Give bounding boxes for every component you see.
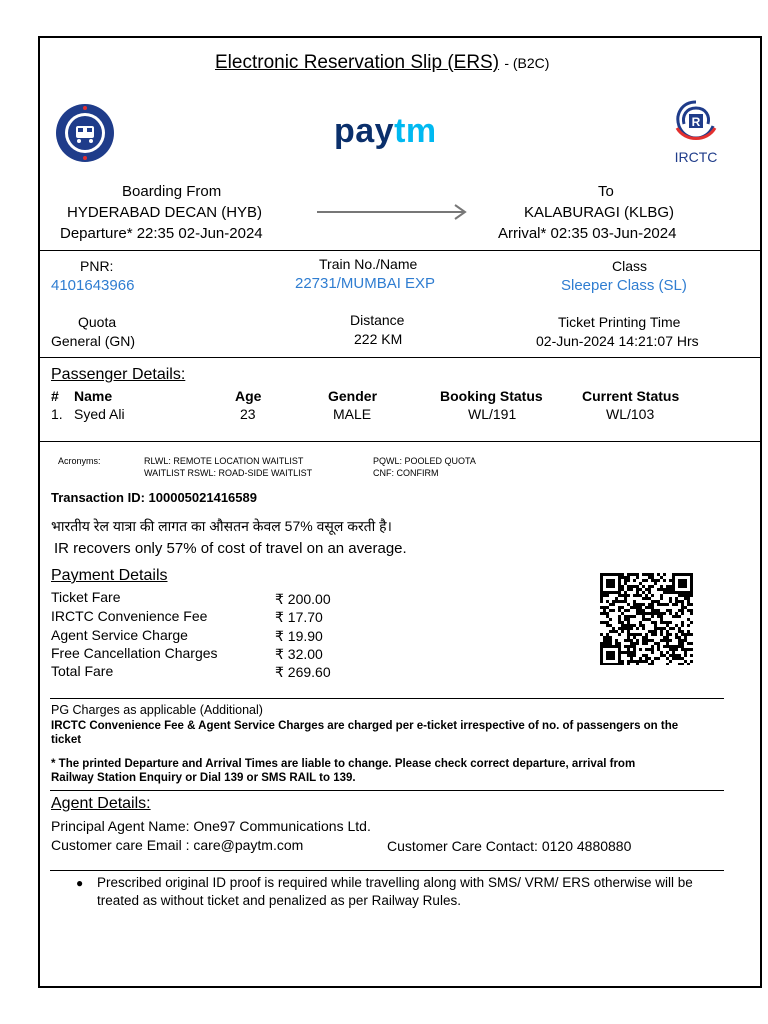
fare-amount: ₹ 200.00 xyxy=(275,591,331,607)
acronym-rswl: WAITLIST RSWL: ROAD-SIDE WAITLIST xyxy=(144,468,313,478)
total-fare-amount: ₹ 269.60 xyxy=(275,664,331,680)
fare-label: IRCTC Convenience Fee xyxy=(51,608,208,624)
irctc-emblem-icon xyxy=(673,98,719,150)
departure-time: Departure* 22:35 02-Jun-2024 xyxy=(60,225,263,242)
fee-note-line2: ticket xyxy=(51,734,82,746)
fee-note-line1: IRCTC Convenience Fee & Agent Service Charges are charged per e-ticket irrespective of no. of passengers on the xyxy=(51,720,679,732)
col-header-current-status: Current Status xyxy=(582,388,680,404)
cost-note-hindi: भारतीय रेल यात्रा की लागत का औसतन केवल 57% वसूल करती है। xyxy=(51,518,392,534)
distance-label: Distance xyxy=(350,312,405,328)
divider xyxy=(50,698,724,699)
divider xyxy=(40,250,760,251)
pnr-value: 4101643966 xyxy=(51,277,135,294)
divider xyxy=(40,441,760,442)
acronyms-label: Acronyms: xyxy=(58,456,101,466)
fare-label: Free Cancellation Charges xyxy=(51,645,218,661)
document-title: Electronic Reservation Slip (ERS) - (B2C) xyxy=(215,52,550,73)
fare-label: Agent Service Charge xyxy=(51,627,188,643)
time-note-line2: Railway Station Enquiry or Dial 139 or SMS RAIL to 139. xyxy=(51,772,356,784)
to-label: To xyxy=(598,183,614,200)
pnr-label: PNR: xyxy=(80,258,114,274)
fare-amount: ₹ 32.00 xyxy=(275,646,323,662)
customer-care-contact: Customer Care Contact: 0120 4880880 xyxy=(387,838,632,854)
to-station: KALABURAGI (KLBG) xyxy=(524,204,675,221)
ticket-frame xyxy=(38,36,762,988)
id-proof-instruction: Prescribed original ID proof is required while travelling along with SMS/ VRM/ ERS otherwise will be treated as without ticket and penalized as per Railway Rules. xyxy=(97,875,693,908)
arrival-time: Arrival* 02:35 03-Jun-2024 xyxy=(498,225,677,242)
passenger-gender: MALE xyxy=(333,406,372,422)
transaction-id: Transaction ID: 100005021416589 xyxy=(51,490,257,505)
passenger-number: 1. xyxy=(51,406,63,422)
class-value: Sleeper Class (SL) xyxy=(561,277,687,294)
class-label: Class xyxy=(612,258,648,274)
train-label: Train No./Name xyxy=(319,256,418,272)
time-note-line1: * The printed Departure and Arrival Times are liable to change. Please check correct departure, arrival from xyxy=(51,758,636,770)
col-header-name: Name xyxy=(74,388,113,404)
divider xyxy=(40,357,760,358)
irctc-logo: R IRCTC xyxy=(666,98,726,165)
fare-amount: ₹ 19.90 xyxy=(275,628,323,644)
svg-text:R: R xyxy=(691,115,701,129)
cost-note-english: IR recovers only 57% of cost of travel on an average. xyxy=(54,540,407,557)
from-station: HYDERABAD DECAN (HYB) xyxy=(67,204,263,221)
distance-value: 222 KM xyxy=(354,331,403,347)
passenger-details-heading: Passenger Details: xyxy=(51,366,186,383)
boarding-from-label: Boarding From xyxy=(122,183,222,200)
passenger-name: Syed Ali xyxy=(74,406,125,422)
agent-details-heading: Agent Details: xyxy=(51,795,151,812)
fare-label: Ticket Fare xyxy=(51,589,121,605)
paytm-logo: paytm xyxy=(334,112,437,150)
arrow-right-icon xyxy=(317,204,469,225)
printing-time-label: Ticket Printing Time xyxy=(558,314,681,330)
principal-agent-name: Principal Agent Name: One97 Communications Ltd. xyxy=(51,818,371,834)
col-header-booking-status: Booking Status xyxy=(440,388,543,404)
passenger-current-status: WL/103 xyxy=(606,406,655,422)
divider xyxy=(50,790,724,791)
bullet-icon: ● xyxy=(76,876,84,890)
train-value: 22731/MUMBAI EXP xyxy=(295,275,436,292)
printing-time-value: 02-Jun-2024 14:21:07 Hrs xyxy=(536,333,699,349)
customer-care-email: Customer care Email : care@paytm.com xyxy=(51,837,304,853)
divider xyxy=(50,870,724,871)
total-fare-label: Total Fare xyxy=(51,663,114,679)
quota-label: Quota xyxy=(78,314,117,330)
indian-railways-logo-icon xyxy=(54,102,116,169)
acronym-pqwl: PQWL: POOLED QUOTA xyxy=(373,456,476,466)
col-header-age: Age xyxy=(235,388,262,404)
passenger-age: 23 xyxy=(240,406,256,422)
pg-charges-note: PG Charges as applicable (Additional) xyxy=(51,703,263,717)
passenger-booking-status: WL/191 xyxy=(468,406,517,422)
acronym-cnf: CNF: CONFIRM xyxy=(373,468,439,478)
col-header-gender: Gender xyxy=(328,388,378,404)
fare-amount: ₹ 17.70 xyxy=(275,609,323,625)
payment-details-heading: Payment Details xyxy=(51,567,168,584)
col-header-number: # xyxy=(51,388,59,404)
quota-value: General (GN) xyxy=(51,333,136,349)
acronym-rlwl: RLWL: REMOTE LOCATION WAITLIST xyxy=(144,456,304,466)
qr-code xyxy=(600,573,696,670)
